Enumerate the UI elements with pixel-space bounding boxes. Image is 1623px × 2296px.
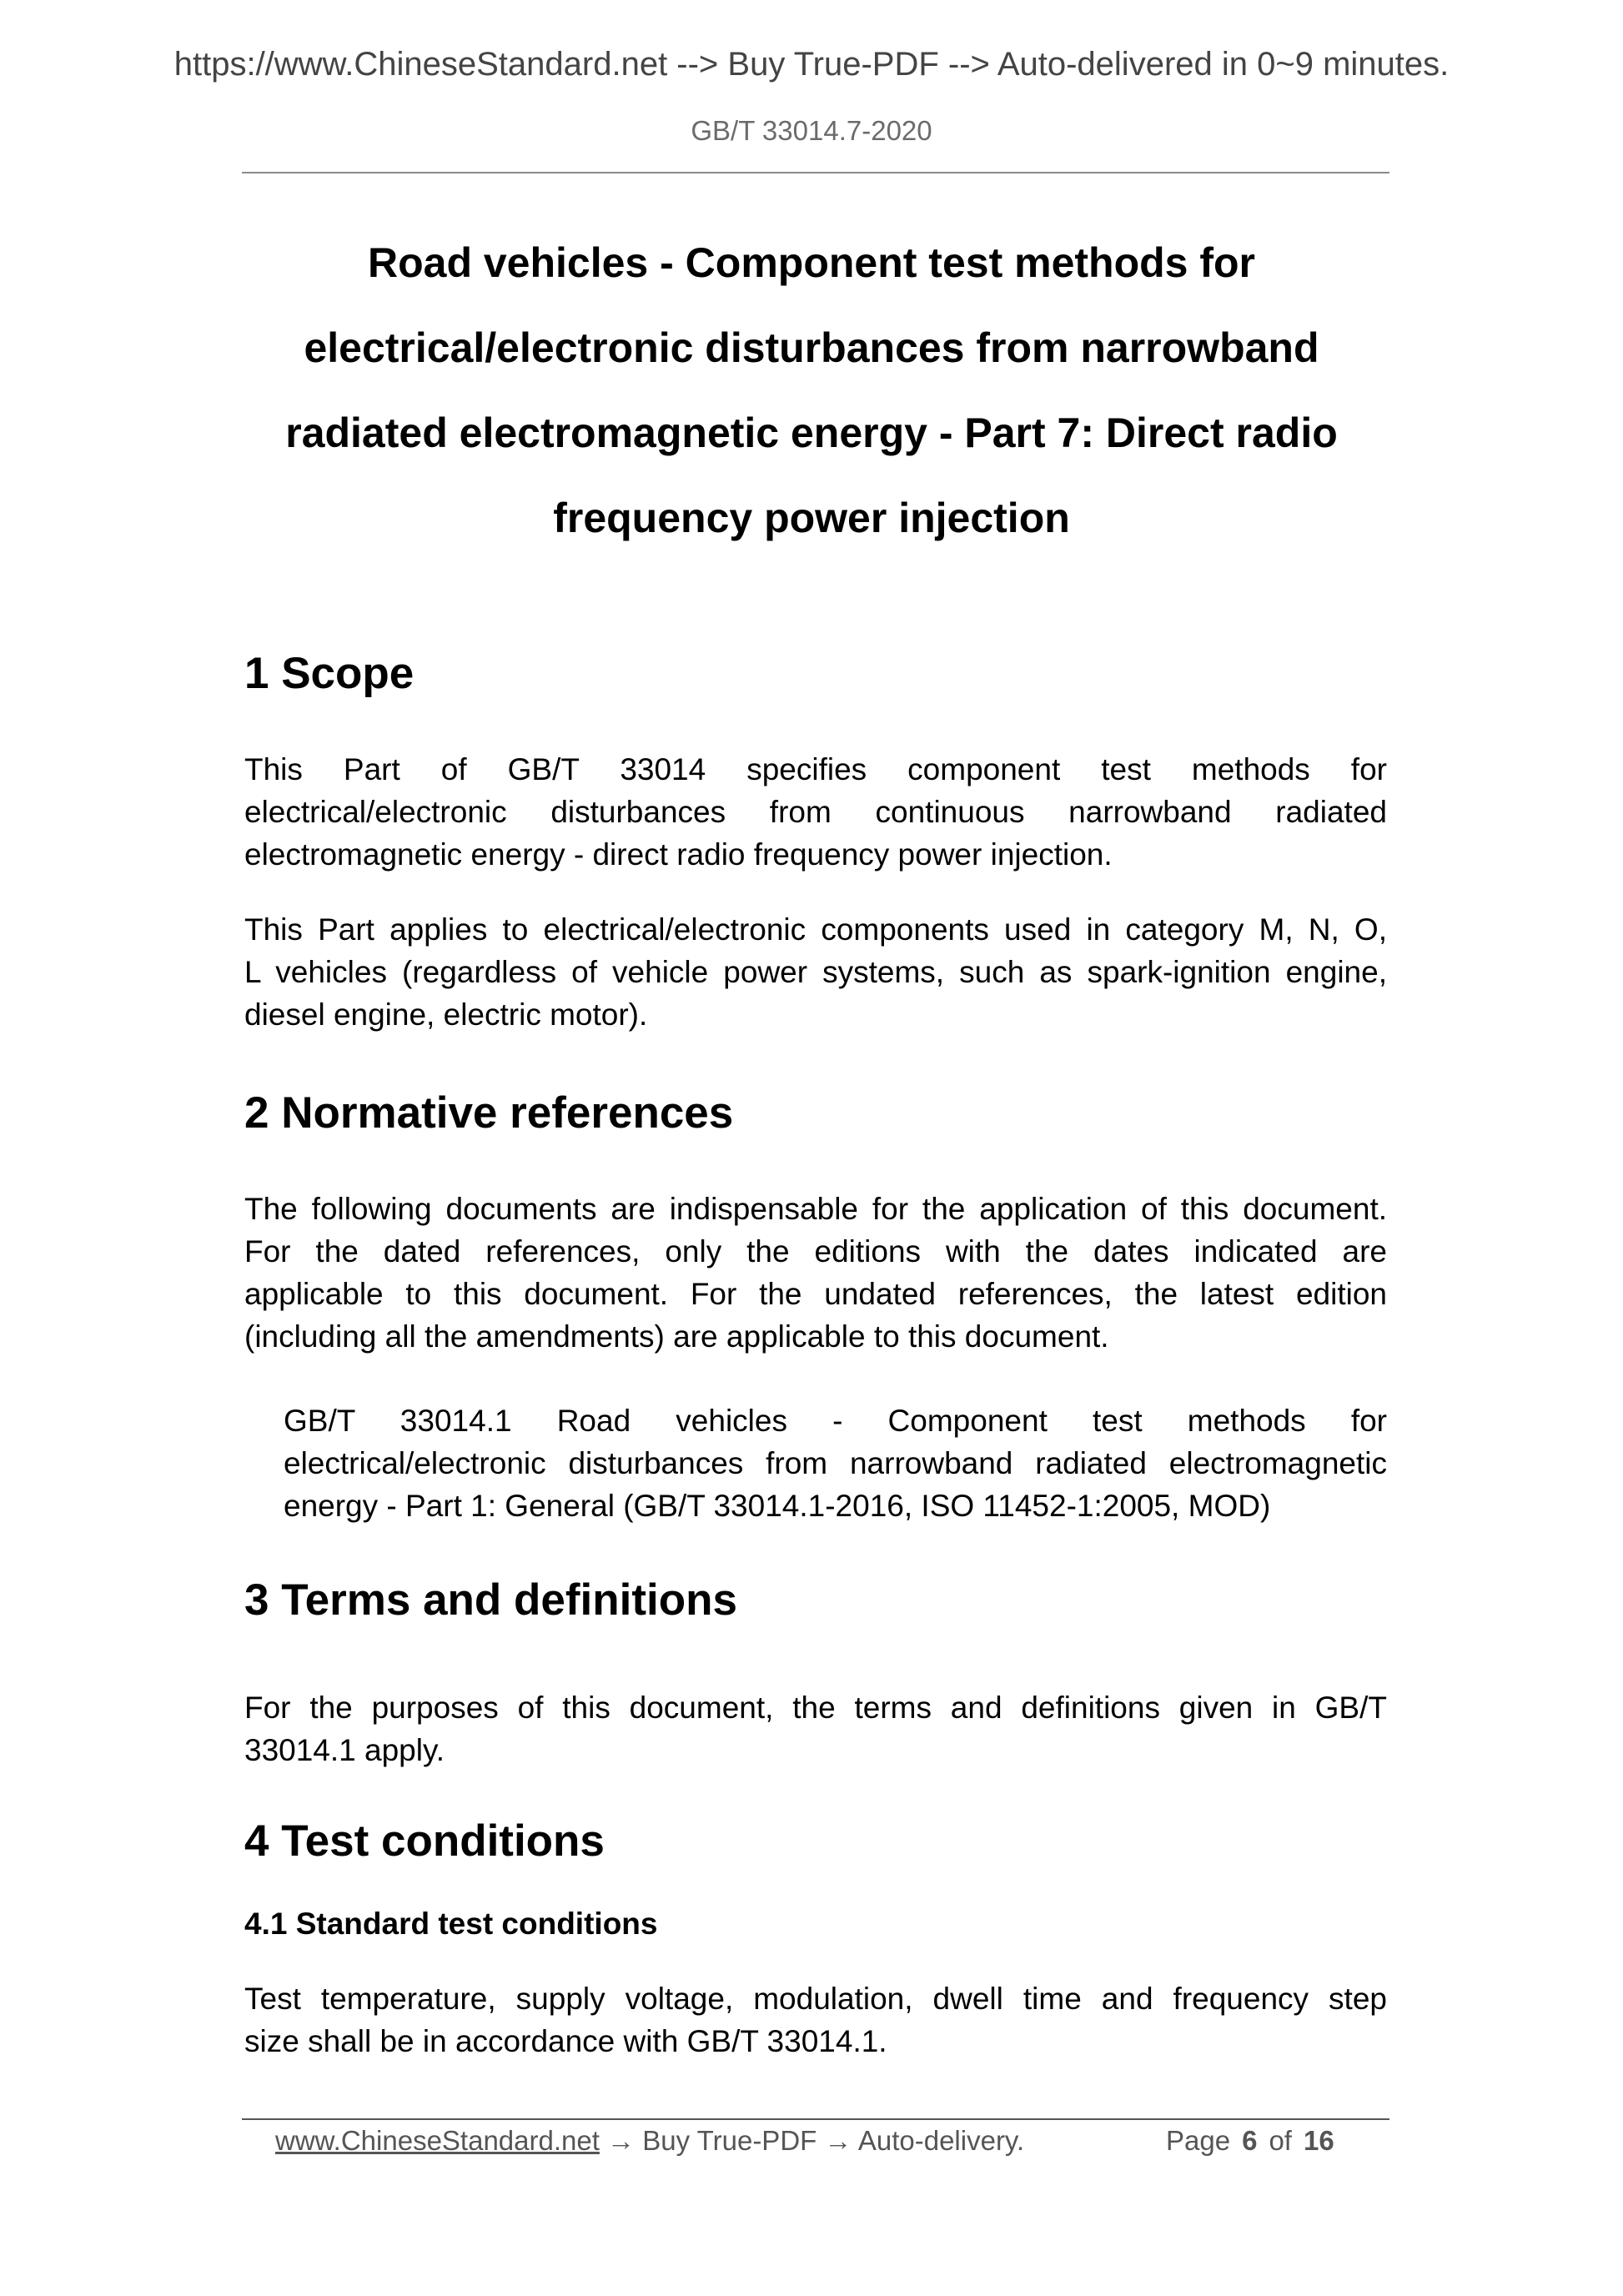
text-line: The following documents are indispensable for the application of this document. — [244, 1192, 1387, 1226]
title-line: Road vehicles - Component test methods for — [367, 239, 1255, 286]
footer-step-delivery: Auto-delivery. — [857, 2125, 1025, 2156]
text-line: This Part applies to electrical/electronic components used in category M, N, O, — [244, 912, 1387, 947]
text-line: size shall be in accordance with GB/T 33014.1. — [244, 2024, 887, 2058]
footer-step-buy: Buy True-PDF — [642, 2125, 817, 2156]
text-line: 33014.1 apply. — [244, 1733, 445, 1767]
scope-paragraph-2 — [244, 908, 1387, 1036]
section-heading-scope: 1 Scope — [244, 649, 415, 698]
page-total: 16 — [1303, 2125, 1334, 2156]
normative-reference-entry — [284, 1399, 1387, 1527]
title-line: electrical/electronic disturbances from narrowband — [304, 324, 1319, 371]
text-line: electrical/electronic disturbances from continuous narrowband radiated — [244, 795, 1387, 829]
section-heading-terms-definitions: 3 Terms and definitions — [244, 1575, 737, 1625]
text-line: applicable to this document. For the undated references, the latest edition — [244, 1277, 1387, 1311]
text-line: For the dated references, only the editions with the dates indicated are — [244, 1234, 1387, 1269]
page-label: Page — [1166, 2125, 1231, 2156]
test-conditions-paragraph — [244, 1977, 1387, 2062]
arrow-right-icon: → — [607, 2125, 636, 2156]
site-link[interactable]: www.ChineseStandard.net — [275, 2125, 600, 2156]
text-line: This Part of GB/T 33014 specifies component test methods for — [244, 752, 1387, 786]
text-line: For the purposes of this document, the terms and definitions given in GB/T — [244, 1691, 1387, 1725]
arrow-right-icon: → — [824, 2125, 852, 2156]
section-heading-test-conditions: 4 Test conditions — [244, 1816, 605, 1866]
text-line: electromagnetic energy - direct radio frequency power injection. — [244, 837, 1113, 872]
title-line: radiated electromagnetic energy - Part 7: Direct radio — [285, 409, 1338, 456]
section-heading-normative-references: 2 Normative references — [244, 1088, 734, 1138]
terms-paragraph — [244, 1686, 1387, 1771]
header-divider — [242, 172, 1389, 173]
document-title — [234, 220, 1389, 560]
text-line: energy - Part 1: General (GB/T 33014.1-2016, ISO 11452-1:2005, MOD) — [284, 1489, 1271, 1523]
footer-promo — [275, 2124, 1024, 2158]
text-line: L vehicles (regardless of vehicle power systems, such as spark-ignition engine, — [244, 955, 1387, 989]
text-line: Test temperature, supply voltage, modulation, dwell time and frequency step — [244, 1982, 1387, 2016]
text-line: GB/T 33014.1 Road vehicles - Component test methods for — [284, 1404, 1387, 1438]
scope-paragraph-1 — [244, 748, 1387, 876]
document-code: GB/T 33014.7-2020 — [691, 115, 932, 146]
site-banner: https://www.ChineseStandard.net --> Buy True-PDF --> Auto-delivered in 0~9 minutes. — [173, 46, 1450, 83]
of-label: of — [1269, 2125, 1292, 2156]
footer-divider — [242, 2118, 1389, 2120]
page-current: 6 — [1242, 2125, 1258, 2156]
page-indicator — [1166, 2124, 1334, 2158]
subsection-heading-standard-test-conditions: 4.1 Standard test conditions — [244, 1907, 658, 1941]
normative-paragraph — [244, 1188, 1387, 1358]
text-line: (including all the amendments) are applicable to this document. — [244, 1319, 1109, 1354]
text-line: diesel engine, electric motor). — [244, 997, 648, 1032]
title-line: frequency power injection — [553, 495, 1070, 541]
text-line: electrical/electronic disturbances from narrowband radiated electromagnetic — [284, 1446, 1387, 1480]
